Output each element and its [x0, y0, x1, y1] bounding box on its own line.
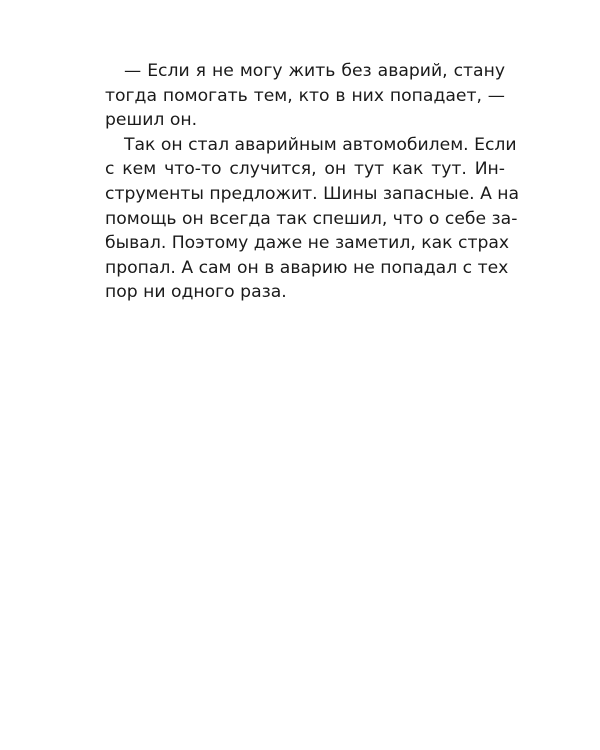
text-line: пор ни одного раза.: [105, 282, 287, 303]
text-line: бывал. Поэтому даже не заметил, как страх: [105, 233, 510, 254]
text-line: решил он.: [105, 110, 198, 131]
text-line: тогда помогать тем, кто в них попадает, —: [105, 85, 505, 106]
text-line: с кем что-то случится, он тут как тут. Ин-: [105, 159, 505, 180]
text-line: Так он стал аварийным автомобилем. Если: [124, 134, 517, 155]
text-line: пропал. А сам он в аварию не попадал с тех: [105, 257, 509, 278]
story-text: [105, 59, 520, 305]
paragraph-1: [105, 59, 505, 133]
text-line: струменты предложит. Шины запасные. А на: [105, 183, 520, 204]
text-line: помощь он всегда так спешил, что о себе за-: [105, 208, 518, 229]
text-line: — Если я не могу жить без аварий, стану: [124, 61, 505, 81]
paragraph-2: [105, 133, 520, 305]
